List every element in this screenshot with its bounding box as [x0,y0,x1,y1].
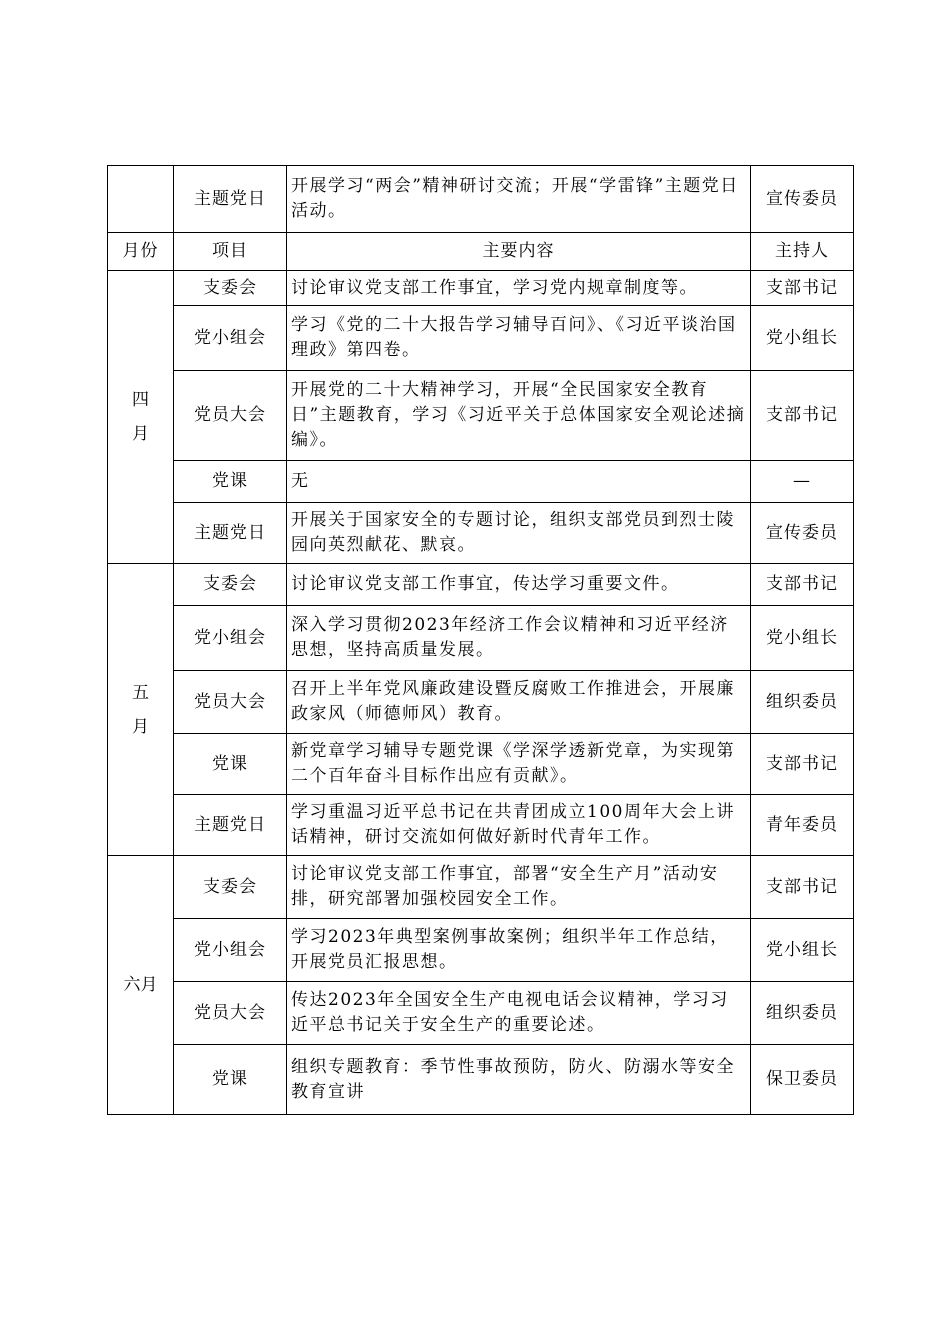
table-row [108,856,854,919]
host-cell: 组织委员 [751,982,854,1045]
host-cell: 党小组长 [751,919,854,982]
content-cell: 开展关于国家安全的专题讨论，组织支部党员到烈士陵园向英烈献花、默哀。 [287,503,751,564]
content-cell: 学习重温习近平总书记在共青团成立100周年大会上讲话精神，研讨交流如何做好新时代青年工作。 [287,795,751,856]
header-item: 项目 [174,233,287,271]
content-cell: 组织专题教育：季节性事故预防，防火、防溺水等安全教育宣讲 [287,1045,751,1115]
work-plan-table [107,165,854,1115]
table-row [108,306,854,371]
month-label: 四月 [132,390,149,444]
host-cell: 支部书记 [751,856,854,919]
item-cell: 党课 [174,1045,287,1115]
header-host: 主持人 [751,233,854,271]
table-row [108,371,854,461]
table-row [108,503,854,564]
month-cell-may [108,564,174,856]
table-row [108,671,854,734]
content-cell: 深入学习贯彻2023年经济工作会议精神和习近平经济思想，坚持高质量发展。 [287,606,751,671]
content-cell: 召开上半年党风廉政建设暨反腐败工作推进会，开展廉政家风（师德师风）教育。 [287,671,751,734]
table-row [108,734,854,795]
host-cell: 组织委员 [751,671,854,734]
month-cell-june [108,856,174,1115]
table-row [108,919,854,982]
table-row [108,564,854,606]
item-cell: 支委会 [174,271,287,306]
month-label: 六月 [123,974,158,995]
host-cell: 支部书记 [751,371,854,461]
content-cell: 无 [287,461,751,503]
item-cell: 党员大会 [174,982,287,1045]
content-cell: 讨论审议党支部工作事宜，部署“安全生产月”活动安排，研究部署加强校园安全工作。 [287,856,751,919]
table-row [108,166,854,233]
host-cell: 保卫委员 [751,1045,854,1115]
host-cell: 支部书记 [751,271,854,306]
table-row [108,795,854,856]
item-cell: 主题党日 [174,503,287,564]
header-month: 月份 [108,233,174,271]
item-cell: 支委会 [174,856,287,919]
item-cell: 主题党日 [174,166,287,233]
item-cell: 党课 [174,461,287,503]
item-cell: 党课 [174,734,287,795]
item-cell: 支委会 [174,564,287,606]
item-cell: 党员大会 [174,671,287,734]
table-row [108,271,854,306]
content-cell: 传达2023年全国安全生产电视电话会议精神，学习习近平总书记关于安全生产的重要论述。 [287,982,751,1045]
host-cell: 支部书记 [751,734,854,795]
host-cell: 党小组长 [751,606,854,671]
host-cell: 宣传委员 [751,503,854,564]
host-cell: 支部书记 [751,564,854,606]
item-cell: 党小组会 [174,306,287,371]
content-cell: 新党章学习辅导专题党课《学深学透新党章，为实现第二个百年奋斗目标作出应有贡献》。 [287,734,751,795]
table-row [108,606,854,671]
content-cell: 讨论审议党支部工作事宜，传达学习重要文件。 [287,564,751,606]
table-header-row [108,233,854,271]
host-cell: — [751,461,854,503]
host-cell: 青年委员 [751,795,854,856]
content-cell: 学习《党的二十大报告学习辅导百问》、《习近平谈治国理政》第四卷。 [287,306,751,371]
month-cell-empty [108,166,174,233]
table-row [108,982,854,1045]
item-cell: 党小组会 [174,919,287,982]
content-cell: 开展学习“两会”精神研讨交流；开展“学雷锋”主题党日活动。 [287,166,751,233]
month-cell-april [108,271,174,564]
host-cell: 党小组长 [751,306,854,371]
table-row [108,461,854,503]
table-row [108,1045,854,1115]
content-cell: 学习2023年典型案例事故案例；组织半年工作总结，开展党员汇报思想。 [287,919,751,982]
month-label: 五月 [132,682,149,737]
header-content: 主要内容 [287,233,751,271]
item-cell: 党小组会 [174,606,287,671]
content-cell: 开展党的二十大精神学习，开展“全民国家安全教育日”主题教育，学习《习近平关于总体国家安全观论述摘编》。 [287,371,751,461]
item-cell: 主题党日 [174,795,287,856]
host-cell: 宣传委员 [751,166,854,233]
item-cell: 党员大会 [174,371,287,461]
content-cell: 讨论审议党支部工作事宜，学习党内规章制度等。 [287,271,751,306]
